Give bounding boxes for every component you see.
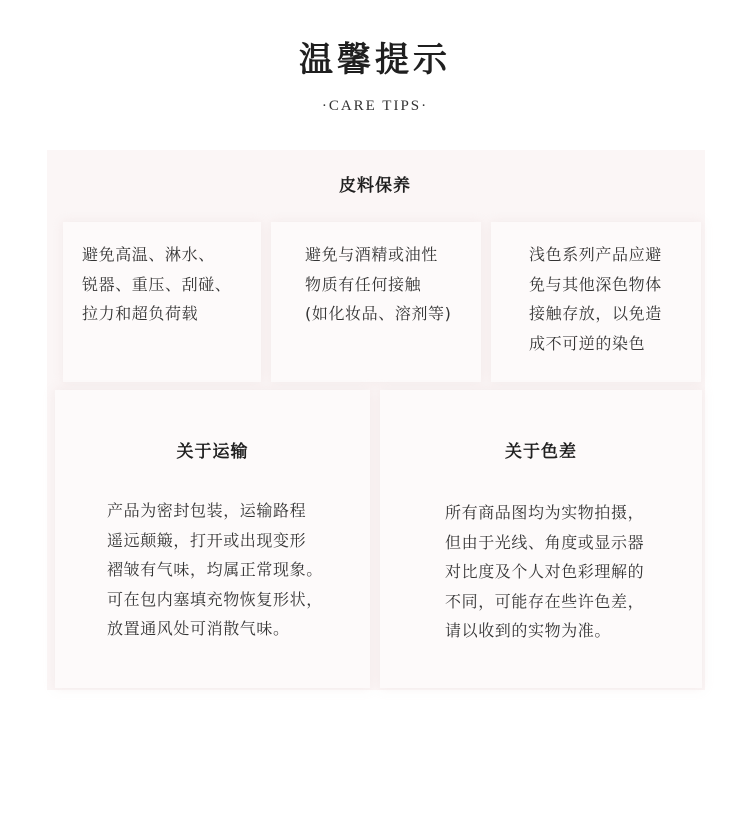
page-subtitle: ·CARE TIPS· xyxy=(321,98,429,114)
text-line: 对比度及个人对色彩理解的 xyxy=(445,562,645,581)
text-line: 接触存放，以免造 xyxy=(529,304,662,323)
text-line: 不同，可能存在些许色差， xyxy=(445,591,645,611)
text-line: 请以收到的实物为准。 xyxy=(445,621,612,640)
text-line: (如化妆品、溶剂等) xyxy=(305,304,452,323)
text-line: 避免高温、淋水、 xyxy=(82,245,215,264)
leather-care-title: 皮料保养 xyxy=(339,176,411,196)
shipping-text xyxy=(107,496,323,644)
text-line: 放置通风处可消散气味。 xyxy=(107,619,290,638)
page-title: 温馨提示 xyxy=(299,40,451,80)
text-line: 但由于光线、角度或显示器 xyxy=(445,532,645,552)
text-line: 可在包内塞填充物恢复形状， xyxy=(107,589,323,609)
text-line: 免与其他深色物体 xyxy=(529,274,662,294)
text-line: 褶皱有气味，均属正常现象。 xyxy=(107,560,323,579)
text-line: 产品为密封包装，运输路程 xyxy=(107,501,307,520)
text-line: 遥远颠簸，打开或出现变形 xyxy=(107,530,307,550)
text-line: 浅色系列产品应避 xyxy=(529,245,662,264)
leather-care-column-3 xyxy=(529,240,662,358)
text-line: 锐器、重压、刮碰、 xyxy=(82,274,232,294)
shipping-title: 关于运输 xyxy=(176,442,249,462)
color-difference-text xyxy=(445,498,644,646)
text-line: 物质有任何接触 xyxy=(305,274,422,294)
color-difference-title: 关于色差 xyxy=(505,442,577,462)
leather-care-column-1 xyxy=(82,240,231,329)
leather-care-column-2 xyxy=(305,240,452,329)
text-line: 拉力和超负荷载 xyxy=(82,304,199,323)
text-line: 成不可逆的染色 xyxy=(529,333,646,353)
text-line: 避免与酒精或油性 xyxy=(305,245,438,264)
text-line: 所有商品图均为实物拍摄， xyxy=(445,503,645,522)
